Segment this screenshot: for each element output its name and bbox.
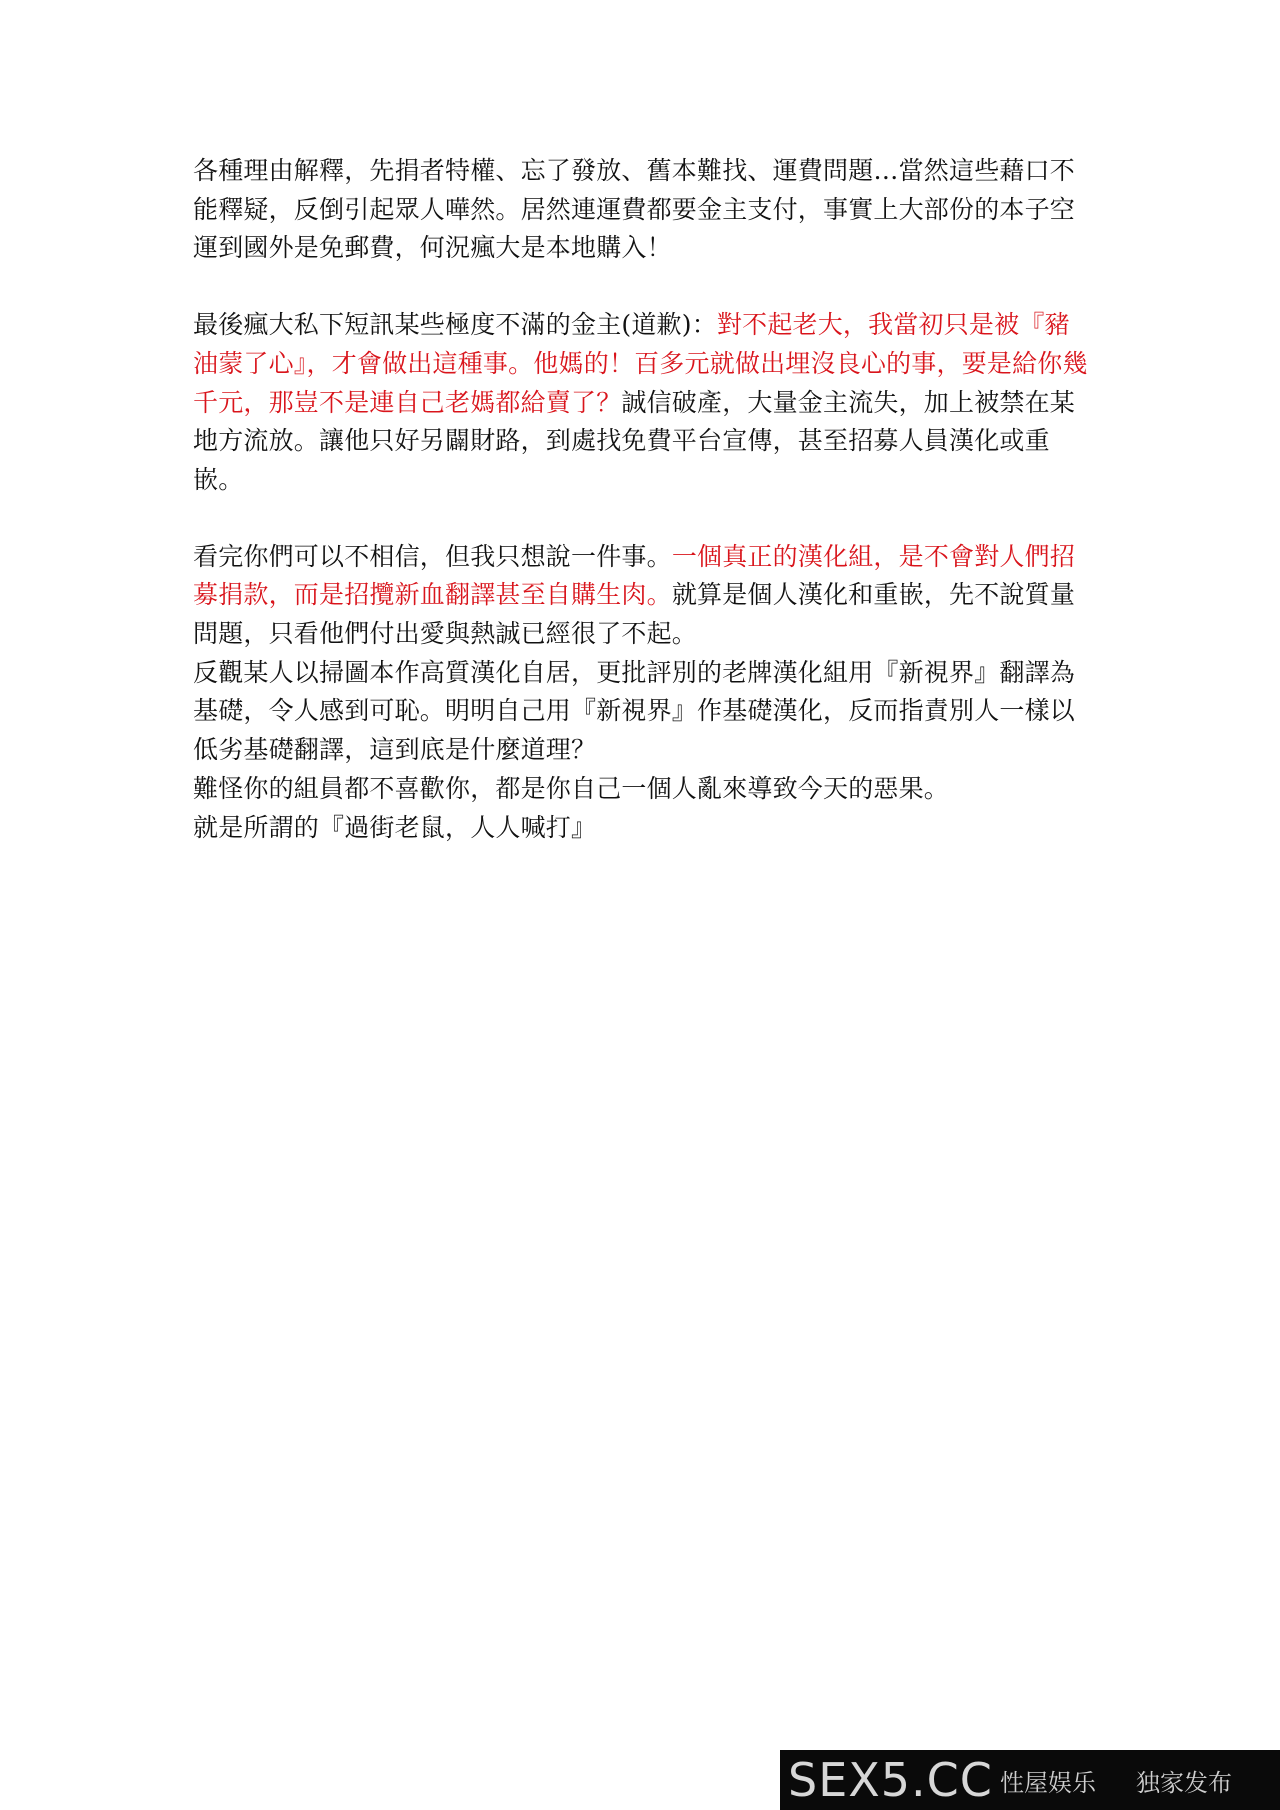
paragraph-members: 難怪你的組員都不喜歡你，都是你自己一個人亂來導致今天的惡果。 — [193, 773, 950, 803]
paragraph-gap — [193, 268, 1093, 306]
paragraph-excuses: 各種理由解釋，先捐者特權、忘了發放、舊本難找、運費問題…當然這些藉口不能釋疑，反倒引起眾人嘩然。居然連運費都要金主支付，事實上大部份的本子空運到國外是免郵費，何況瘋大是本地購入！ — [193, 156, 1076, 263]
watermark-tag-entertainment: 性屋娱乐 — [1000, 1768, 1096, 1797]
document-body — [193, 152, 1093, 847]
apology-quote-highlight: 對不起老大，我當初只是被『豬油蒙了心』，才會做出這種事。他媽的！百多元就做出埋沒良心的事，要是給你幾千元，那豈不是連自己老媽都給賣了？ — [193, 310, 1088, 417]
watermark-tag-exclusive: 独家发布 — [1136, 1768, 1232, 1797]
watermark-brand: SEX5.CC — [788, 1753, 993, 1807]
apology-intro: 最後瘋大私下短訊某些極度不滿的金主(道歉)： — [193, 310, 717, 340]
paragraph-opinion — [193, 538, 1093, 654]
paragraph-gap — [193, 500, 1093, 538]
paragraph-conclusion: 就是所謂的『過街老鼠，人人喊打』 — [193, 812, 597, 842]
opinion-highlight: 一個真正的漢化組，是不會對人們招募捐款，而是招攬新血翻譯甚至自購生肉。 — [193, 541, 1076, 610]
paragraph-apology — [193, 306, 1093, 500]
opinion-intro: 看完你們可以不相信，但我只想說一件事。 — [193, 541, 672, 571]
paragraph-criticism: 反觀某人以掃圖本作高質漢化自居，更批評別的老牌漢化組用『新視界』翻譯為基礎，令人感到可恥。明明自己用『新視界』作基礎漢化，反而指責別人一樣以低劣基礎翻譯，這到底是什麼道理？ — [193, 657, 1076, 765]
watermark-banner — [780, 1750, 1280, 1810]
opinion-remainder: 就算是個人漢化和重嵌，先不說質量問題，只看他們付出愛與熱誠已經很了不起。 — [193, 580, 1076, 649]
apology-aftermath: 誠信破產，大量金主流失，加上被禁在某地方流放。讓他只好另闢財路，到處找免費平台宣傳，甚至招募人員漢化或重嵌。 — [193, 387, 1076, 494]
